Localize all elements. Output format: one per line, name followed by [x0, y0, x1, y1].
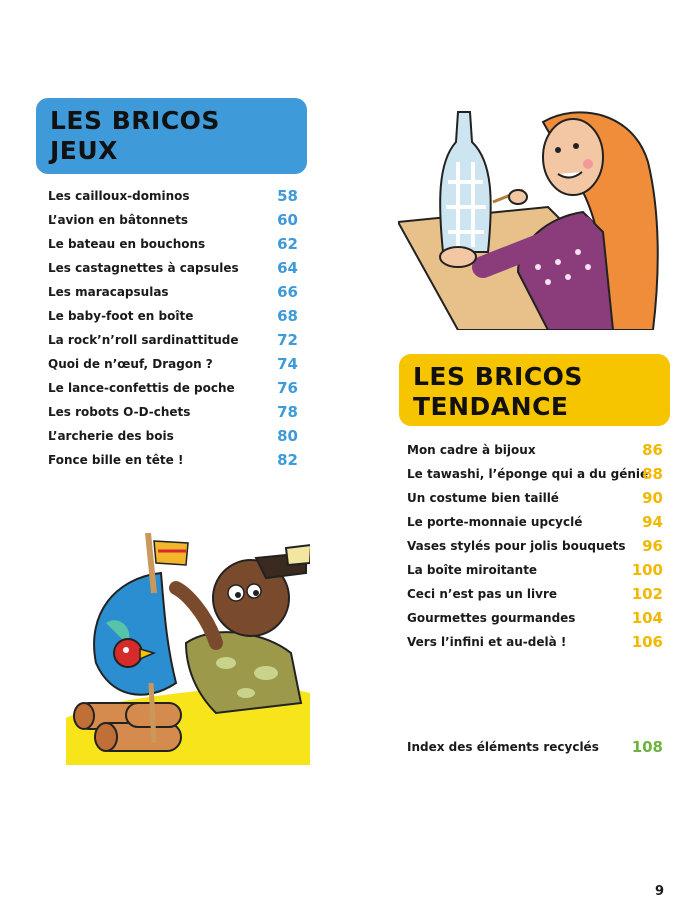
toc-entry-page-number: 102	[631, 585, 663, 603]
section-header-jeux	[36, 98, 307, 174]
toc-entry	[407, 491, 663, 511]
toc-entry	[407, 611, 663, 631]
boy-cork-boat-illustration	[66, 533, 310, 765]
toc-entry-label: L’avion en bâtonnets	[48, 213, 189, 227]
toc-entry	[48, 453, 298, 473]
toc-entry-label: Un costume bien taillé	[407, 491, 559, 505]
toc-entry	[48, 309, 298, 329]
toc-entry-page-number: 80	[277, 427, 298, 445]
toc-entry	[48, 189, 298, 209]
toc-entry-label: Vases stylés pour jolis bouquets	[407, 539, 626, 553]
toc-list-tendance	[407, 443, 663, 663]
toc-entry-page-number: 62	[277, 235, 298, 253]
toc-entry	[407, 563, 663, 583]
toc-entry	[407, 515, 663, 535]
toc-entry-page-number: 64	[277, 259, 298, 277]
toc-entry	[48, 237, 298, 257]
toc-entry-page-number: 94	[642, 513, 663, 531]
toc-entry-page-number: 78	[277, 403, 298, 421]
toc-entry-label: La rock’n’roll sardinattitude	[48, 333, 239, 347]
toc-entry-page-number: 74	[277, 355, 298, 373]
toc-entry-page-number: 100	[631, 561, 663, 579]
toc-entry-page-number: 72	[277, 331, 298, 349]
toc-entry	[48, 357, 298, 377]
toc-entry-label: Le bateau en bouchons	[48, 237, 206, 251]
toc-entry-page-number: 106	[631, 633, 663, 651]
section-header-tendance	[399, 354, 670, 426]
toc-entry-label: Le tawashi, l’éponge qui a du génie	[407, 467, 649, 481]
toc-entry-page-number: 88	[642, 465, 663, 483]
section-title-line1: LES BRICOS	[413, 362, 583, 391]
toc-entry	[407, 443, 663, 463]
toc-entry-label: La boîte miroitante	[407, 563, 538, 577]
toc-entry	[407, 467, 663, 487]
toc-entry-label: Gourmettes gourmandes	[407, 611, 576, 625]
toc-entry-page-number: 58	[277, 187, 298, 205]
toc-entry-page-number: 68	[277, 307, 298, 325]
toc-entry	[407, 539, 663, 559]
toc-entry	[48, 261, 298, 281]
toc-entry-label: Le baby-foot en boîte	[48, 309, 194, 323]
toc-entry-page-number: 66	[277, 283, 298, 301]
toc-entry	[48, 381, 298, 401]
toc-entry	[48, 333, 298, 353]
section-title-line2: TENDANCE	[413, 392, 569, 421]
toc-entry	[407, 635, 663, 655]
toc-entry-label: Les cailloux-dominos	[48, 189, 190, 203]
toc-entry	[48, 405, 298, 425]
toc-list-jeux	[48, 189, 298, 479]
toc-entry-label: Fonce bille en tête !	[48, 453, 184, 467]
toc-entry-label: Les castagnettes à capsules	[48, 261, 239, 275]
toc-entry-page-number: 60	[277, 211, 298, 229]
toc-entry-page-number: 104	[631, 609, 663, 627]
toc-entry-page-number: 82	[277, 451, 298, 469]
toc-entry-page-number: 90	[642, 489, 663, 507]
index-entry	[407, 740, 663, 760]
toc-entry-label: L’archerie des bois	[48, 429, 174, 443]
toc-entry	[48, 429, 298, 449]
section-title-line1: LES BRICOS	[50, 106, 220, 135]
toc-entry-label: Les robots O-D-chets	[48, 405, 191, 419]
page-number: 9	[655, 884, 665, 899]
toc-entry-label: Le lance-confettis de poche	[48, 381, 235, 395]
toc-entry-label: Quoi de n’œuf, Dragon ?	[48, 357, 213, 371]
girl-painting-bottle-illustration	[398, 102, 660, 330]
toc-entry-label: Vers l’infini et au-delà !	[407, 635, 567, 649]
toc-entry-label: Les maracapsulas	[48, 285, 169, 299]
toc-entry	[48, 213, 298, 233]
section-title-line2: JEUX	[50, 136, 118, 165]
toc-entry-page-number: 96	[642, 537, 663, 555]
index-page-number: 108	[631, 738, 663, 756]
toc-entry	[48, 285, 298, 305]
toc-entry-page-number: 76	[277, 379, 298, 397]
toc-entry	[407, 587, 663, 607]
index-label: Index des éléments recyclés	[407, 740, 599, 754]
toc-entry-label: Ceci n’est pas un livre	[407, 587, 558, 601]
toc-entry-page-number: 86	[642, 441, 663, 459]
toc-entry-label: Mon cadre à bijoux	[407, 443, 536, 457]
toc-entry-label: Le porte-monnaie upcyclé	[407, 515, 583, 529]
